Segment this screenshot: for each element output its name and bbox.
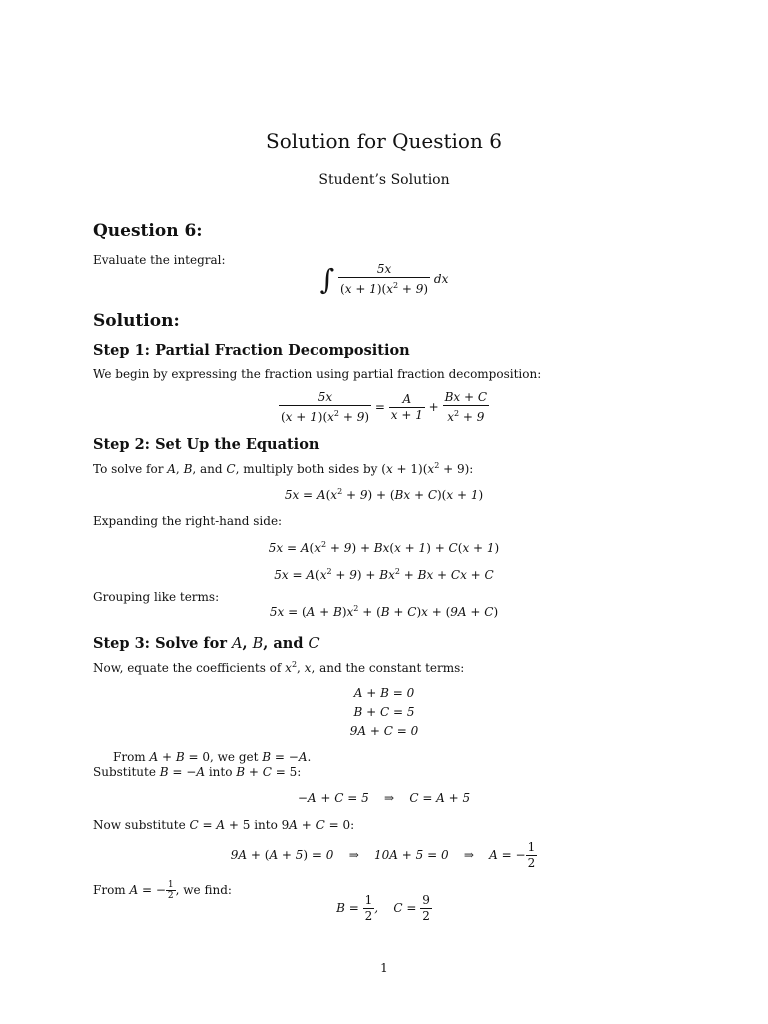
equation-multiplied: $5x = A(x^2 + 9) + (Bx + C)(x + 1)$ — [284, 487, 484, 502]
system-eq-2: B + C = 5 — [353, 705, 415, 719]
equation-solve-a: 9A + (A + 5) = 0 ⇒ 10A + 5 = 0 ⇒ A = − $\frac{1}{2}$ — [230, 840, 536, 870]
equation-expanded-1: $5x = A(x^2 + 9) + Bx(x + 1) + C(x + 1)$ — [268, 540, 500, 555]
equation-c-in-terms-of-a: −A + C = 5 ⇒ C = A + 5 — [297, 791, 471, 805]
equation-expanded-2: $5x = A(x^2 + 9) + Bx^2 + Bx + Cx + C$ — [274, 567, 494, 582]
system-eq-3: 9A + C = 0 — [349, 724, 419, 738]
now-substitute-text: Now substitute C = A + 5 into 9A + C = 0: — [93, 818, 355, 832]
document-author: Student’s Solution — [318, 172, 450, 188]
equation-grouped: $5x = (A + B)x^2 + (B + C)x + (9A + C)$ — [269, 604, 499, 619]
step3-heading: Step 3: Solve for A, B, and C — [93, 635, 320, 652]
integral-fraction: $\frac{5x}{(x + 1)(x^2 + 9)}$ — [340, 262, 429, 296]
step2-heading: Step 2: Set Up the Equation — [93, 436, 320, 453]
page-number: 1 — [380, 961, 388, 975]
document-title: Solution for Question 6 — [266, 129, 502, 153]
question-heading: Question 6: — [93, 221, 203, 241]
solution-heading: Solution: — [93, 311, 180, 331]
step1-text: We begin by expressing the fraction using partial fraction decomposition: — [93, 367, 542, 381]
system-eq-1: A + B = 0 — [353, 686, 415, 700]
substitute-text: Substitute B = −A into B + C = 5: — [93, 765, 302, 779]
step3-text: Now, equate the coefficients of $x^2$, x, and the constant terms: — [93, 660, 465, 675]
from-a-text: From A = − $\frac{1}{2}$ , we find: — [93, 880, 232, 901]
grouping-text: Grouping like terms: — [93, 590, 220, 604]
step1-heading: Step 1: Partial Fraction Decomposition — [93, 342, 410, 359]
from-text: From A + B = 0, we get B = −A. — [113, 750, 312, 764]
question-prompt: Evaluate the integral: — [93, 253, 226, 267]
step2-text: To solve for A, B, and C, multiply both sides by $(x + 1)(x^2 + 9)$: — [93, 461, 474, 476]
expanding-text: Expanding the right-hand side: — [93, 514, 283, 528]
partial-fraction-equation: $\frac{5x}{(x + 1)(x^2 + 9)}$ = $\frac{A}{x + 1}$ + $\frac{Bx + C}{x^2 + 9}$ — [280, 390, 488, 424]
integral-equation: ∫ $\frac{5x}{(x + 1)(x^2 + 9)}$ dx — [319, 262, 449, 296]
equation-b-c-values: B = $\frac{1}{2}$ , C = $\frac{9}{2}$ — [336, 893, 430, 923]
